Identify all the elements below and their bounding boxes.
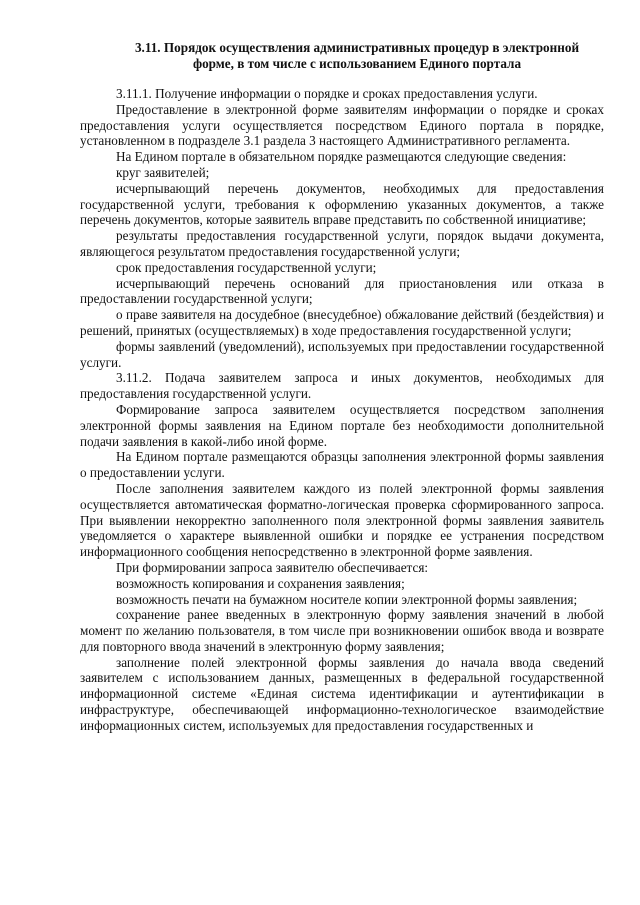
section-title-line-2: форме, в том числе с использованием Единого портала — [192, 56, 522, 71]
paragraph: Формирование запроса заявителем осуществляется посредством заполнения электронной формы заявления на Едином портале без необходимости дополнительной подачи заявления в какой-либо иной форме. — [80, 401, 604, 449]
paragraph: результаты предоставления государственной услуги, порядок выдачи документа, являющегося результатом предоставления государственной услуги; — [80, 228, 604, 259]
section-title-line-1: 3.11. Порядок осуществления административных процедур в электронной — [134, 40, 580, 55]
paragraph: заполнение полей электронной формы заявления до начала ввода сведений заявителем с использованием данных, размещенных в федеральной государственной информационной системе «Единая система идентификации и аутентификации в инфраструктуре, обеспечивающей информационно-технологическое взаимодействие информационных систем, используемых для предоставления государственных и — [80, 654, 604, 733]
paragraph: возможность копирования и сохранения заявления; — [116, 575, 405, 591]
paragraph: исчерпывающий перечень документов, необходимых для предоставления государственной услуги, требования к оформлению указанных документов, а также перечень документов, которые заявитель вправе представить по собственной инициативе; — [80, 180, 604, 228]
paragraph: При формировании запроса заявителю обеспечивается: — [116, 559, 429, 575]
paragraph: возможность печати на бумажном носителе копии электронной формы заявления; — [116, 591, 578, 607]
paragraph: формы заявлений (уведомлений), используемых при предоставлении государственной услуги. — [80, 338, 604, 370]
document-page — [80, 40, 604, 734]
paragraph: После заполнения заявителем каждого из полей электронной формы заявления осуществляется автоматическая форматно-логическая проверка сформированного запроса. При выявлении некорректно заполненного поля электронной формы заявления заявитель уведомляется о характере выявленной ошибки и порядке ее устранения посредством информационного сообщения непосредственно в электронной форме заявления. — [80, 480, 604, 560]
paragraph: Предоставление в электронной форме заявителям информации о порядке и сроках предоставления услуги осуществляется посредством Единого портала в порядке, установленном в подразделе 3.1 раздела 3 настоящего Административного регламента. — [80, 101, 604, 149]
section-title — [80, 40, 604, 72]
paragraph: 3.11.2. Подача заявителем запроса и иных документов, необходимых для предоставления государственной услуги. — [80, 370, 604, 402]
paragraph: исчерпывающий перечень оснований для приостановления или отказа в предоставлении государственной услуги; — [80, 275, 604, 307]
paragraph: На Едином портале в обязательном порядке размещаются следующие сведения: — [116, 149, 567, 165]
paragraph: 3.11.1. Получение информации о порядке и сроках предоставления услуги. — [116, 86, 538, 101]
paragraph: срок предоставления государственной услуги; — [116, 259, 377, 275]
paragraph: сохранение ранее введенных в электронную форму заявления значений в любой момент по желанию пользователя, в том числе при возникновении ошибок ввода и возврате для повторного ввода значений в электронную форму заявления; — [80, 607, 604, 654]
paragraph: На Едином портале размещаются образцы заполнения электронной формы заявления о предоставлении услуги. — [80, 449, 604, 481]
paragraph: о праве заявителя на досудебное (внесудебное) обжалование действий (бездействия) и решений, принятых (осуществляемых) в ходе предоставления государственной услуги; — [80, 307, 604, 338]
paragraph: круг заявителей; — [116, 164, 210, 180]
